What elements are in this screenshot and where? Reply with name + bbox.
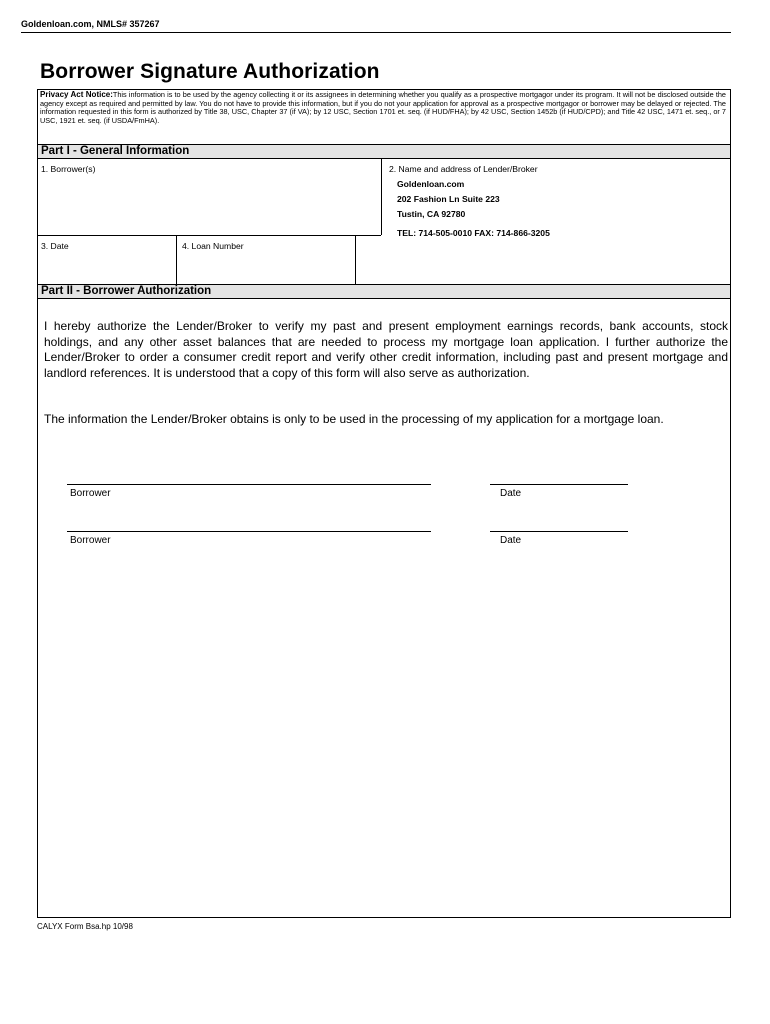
privacy-notice-text: This information is to be used by the agency collecting it or its assignees in determining whether you qualify as a prospective mortgagor under its program. It will not be disclosed outside the agency except as required and permitted by law. You do not have to provide this information, but if you do not your application for approval as a prospective mortgagor or borrower may be delayed or rejected. The information requested in this form is authorized by Title 38, USC, Chapter 37 (if VA); by 12 USC, Section 1701 et. seq. (if HUD/FHA); by 42 USC, Section 1452b (if HUD/CPD); and Title 42 USC, 1471 et. seq., or 7 USC, 1921 et. seq. (if USDA/FmHA). [40, 90, 726, 126]
date-signature-label-1: Date [500, 488, 522, 499]
borrower-signature-label-2: Borrower [70, 535, 111, 546]
lender-contact: TEL: 714-505-0010 FAX: 714-866-3205 [397, 228, 550, 238]
part1-heading-bar [38, 144, 730, 159]
page-title: Borrower Signature Authorization [40, 60, 380, 83]
lender-city: Tustin, CA 92780 [397, 209, 466, 219]
part2-heading: Part II - Borrower Authorization [41, 285, 212, 297]
part2-heading-bar [38, 284, 730, 299]
borrower-signature-line-1[interactable] [67, 484, 431, 485]
header-company-line: Goldenloan.com, NMLS# 357267 [21, 19, 160, 29]
date-signature-label-2: Date [500, 535, 522, 546]
loan-lender-divider [355, 236, 356, 284]
date-loan-divider [176, 236, 177, 284]
privacy-notice [40, 91, 726, 126]
lender-field-label: 2. Name and address of Lender/Broker [389, 164, 538, 174]
header-divider [21, 32, 731, 33]
lender-street: 202 Fashion Ln Suite 223 [397, 194, 500, 204]
date-field[interactable] [39, 253, 174, 283]
part1-row-divider [38, 235, 381, 236]
borrower-signature-label-1: Borrower [70, 488, 111, 499]
borrower-signature-line-2[interactable] [67, 531, 431, 532]
usage-paragraph: The information the Lender/Broker obtains is only to be used in the processing of my application for a mortgage loan. [44, 412, 664, 426]
date-signature-line-2[interactable] [490, 531, 628, 532]
date-signature-line-1[interactable] [490, 484, 628, 485]
borrowers-field-label: 1. Borrower(s) [41, 164, 96, 174]
part1-column-divider [381, 159, 382, 235]
privacy-notice-label: Privacy Act Notice: [40, 90, 113, 99]
date-field-label: 3. Date [41, 241, 69, 251]
part1-heading: Part I - General Information [41, 145, 190, 157]
lender-name: Goldenloan.com [397, 179, 465, 189]
loan-number-field[interactable] [178, 253, 353, 283]
borrowers-field[interactable] [39, 176, 379, 234]
form-footer-id: CALYX Form Bsa.hp 10/98 [37, 922, 133, 931]
authorization-paragraph: I hereby authorize the Lender/Broker to verify my past and present employment earnings records, bank accounts, stock holdings, and any other asset balances that are needed to process my mortgage loan application. I further authorize the Lender/Broker to order a consumer credit report and verify other credit information, including past and present mortgage and landlord references. It is understood that a copy of this form will also serve as authorization. [44, 319, 728, 380]
loan-number-field-label: 4. Loan Number [182, 241, 244, 251]
